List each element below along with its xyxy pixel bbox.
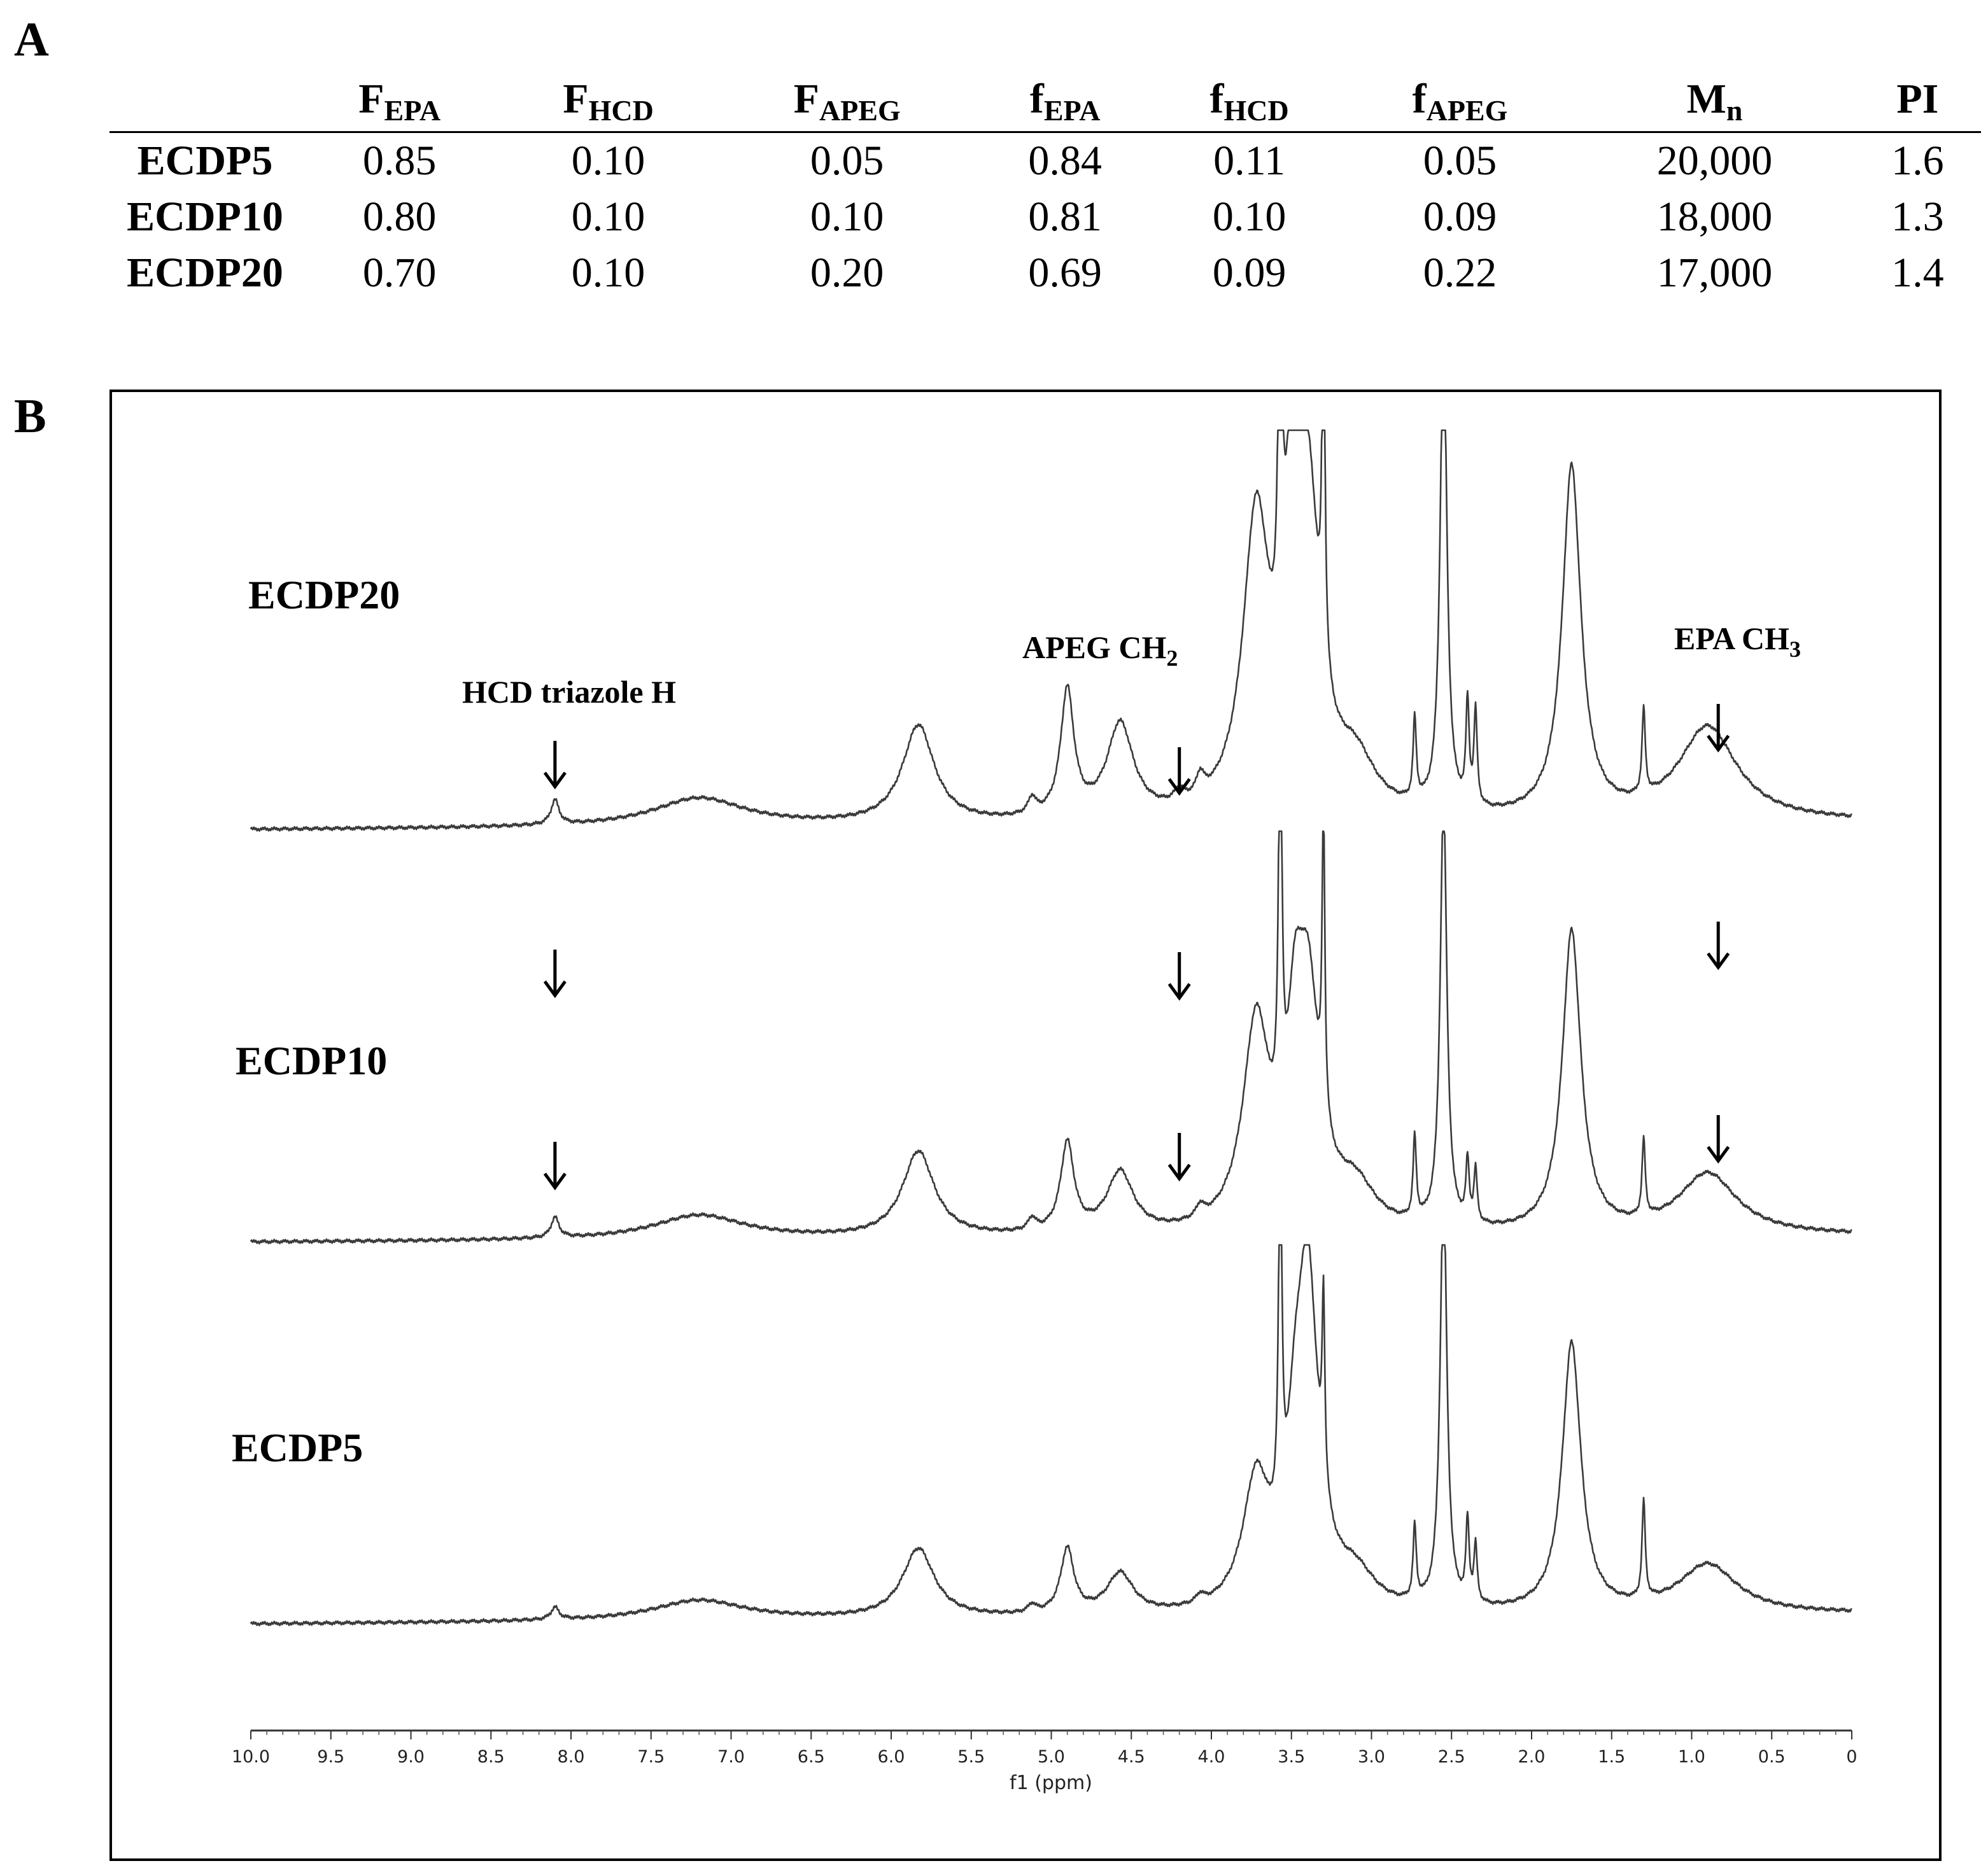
header-Mn [1575, 70, 1854, 132]
header-f-EPA [976, 70, 1154, 132]
x-tick-label: 0 [1846, 1747, 1858, 1767]
annotation-epa-sub: 3 [1789, 636, 1801, 662]
series-label-ecdp10: ECDP10 [236, 1038, 388, 1083]
x-tick-label: 0.5 [1758, 1747, 1786, 1767]
table-cell: 0.05 [810, 137, 884, 184]
header-sub: APEG [1426, 94, 1508, 127]
row-label: ECDP5 [137, 137, 273, 184]
header-F-APEG [718, 70, 976, 132]
x-tick-label: 9.0 [397, 1747, 425, 1767]
x-tick-label: 7.5 [637, 1747, 665, 1767]
table-cell: 1.6 [1891, 137, 1944, 184]
x-tick-label: 10.0 [231, 1747, 271, 1767]
table-header-row [109, 70, 1981, 132]
spectra-group [251, 430, 1852, 1626]
table-cell: 0.20 [810, 249, 884, 296]
header-main: F [563, 76, 589, 122]
header-F-HCD [498, 70, 717, 132]
table-cell: 17,000 [1656, 249, 1773, 296]
arrow-hcd-triazole-ecdp5 [545, 1142, 565, 1188]
header-sub: APEG [819, 94, 901, 127]
annotation-epa-main: EPA CH [1674, 621, 1790, 656]
x-tick-label: 8.0 [557, 1747, 585, 1767]
arrow-apeg-ch2-ecdp5 [1169, 1133, 1190, 1179]
x-tick-label: 6.0 [877, 1747, 905, 1767]
x-tick-label: 6.5 [797, 1747, 825, 1767]
table-header-blank [109, 70, 300, 132]
table-cell: 0.22 [1423, 249, 1497, 296]
arrow-apeg-ch2-ecdp10 [1169, 952, 1190, 998]
x-tick-label: 5.0 [1038, 1747, 1065, 1767]
table-cell: 0.10 [810, 193, 884, 240]
x-axis-title: f1 (ppm) [1010, 1772, 1092, 1794]
table-cell: 20,000 [1656, 137, 1773, 184]
table-cell: 0.09 [1212, 249, 1287, 296]
header-main: PI [1896, 76, 1939, 122]
header-sub: HCD [588, 94, 654, 127]
header-sub: n [1726, 94, 1743, 127]
x-tick-label: 3.0 [1358, 1747, 1385, 1767]
table-cell: 0.11 [1213, 137, 1286, 184]
header-f-APEG [1345, 70, 1576, 132]
table-cell: 18,000 [1656, 193, 1773, 240]
arrows-group [545, 704, 1728, 1188]
table-row [109, 245, 1981, 301]
x-tick-label: 9.5 [317, 1747, 345, 1767]
annotation-apeg-ch2 [1022, 629, 1178, 671]
table-row [109, 132, 1981, 190]
annotation-epa-ch3 [1674, 621, 1801, 662]
arrow-hcd-triazole-ecdp10 [545, 950, 565, 995]
header-PI [1854, 70, 1981, 132]
panel-b-letter: B [14, 390, 46, 443]
x-tick-label: 5.5 [957, 1747, 985, 1767]
table-cell: 0.84 [1028, 137, 1102, 184]
spectrum-line-ecdp10 [251, 831, 1852, 1244]
series-label-ecdp20: ECDP20 [248, 572, 400, 617]
nmr-spectra-frame [109, 390, 1942, 1861]
annotation-apeg-sub: 2 [1166, 645, 1178, 671]
table-cell: 0.10 [1212, 193, 1287, 240]
x-tick-label: 3.5 [1278, 1747, 1306, 1767]
header-F-EPA [300, 70, 498, 132]
x-tick-label: 4.0 [1197, 1747, 1225, 1767]
arrow-hcd-triazole-ecdp20 [545, 741, 565, 787]
panel-a-letter: A [14, 13, 49, 66]
spectrum-line-ecdp5 [251, 1245, 1852, 1626]
table-cell: 0.70 [362, 249, 437, 296]
row-label: ECDP20 [127, 249, 283, 296]
header-main: F [793, 76, 819, 122]
header-f-HCD [1154, 70, 1345, 132]
x-tick-label: 7.0 [717, 1747, 745, 1767]
table-cell: 1.3 [1891, 193, 1944, 240]
table-cell: 0.05 [1423, 137, 1497, 184]
table-cell: 0.81 [1028, 193, 1102, 240]
arrow-epa-ch3-ecdp10 [1708, 922, 1728, 967]
composition-table [109, 70, 1981, 301]
table-cell: 0.10 [571, 137, 645, 184]
header-sub: EPA [1043, 94, 1101, 127]
header-main: M [1686, 76, 1726, 122]
annotation-apeg-main: APEG CH [1022, 629, 1167, 665]
table-cell: 0.10 [571, 193, 645, 240]
x-tick-label: 2.0 [1518, 1747, 1546, 1767]
x-tick-label: 1.5 [1598, 1747, 1626, 1767]
table-row [109, 189, 1981, 245]
header-main: f [1209, 76, 1224, 122]
row-label: ECDP10 [127, 193, 283, 240]
table-cell: 1.4 [1891, 249, 1944, 296]
header-sub: EPA [384, 94, 441, 127]
x-tick-label: 2.5 [1437, 1747, 1465, 1767]
table-cell: 0.85 [362, 137, 437, 184]
header-main: f [1412, 76, 1427, 122]
x-tick-label: 1.0 [1678, 1747, 1705, 1767]
x-tick-label: 8.5 [477, 1747, 505, 1767]
x-axis [232, 1731, 1858, 1794]
x-tick-label: 4.5 [1117, 1747, 1145, 1767]
nmr-spectra-chart [112, 392, 1939, 1858]
header-sub: HCD [1223, 94, 1289, 127]
annotation-hcd-triazole: HCD triazole H [462, 674, 677, 710]
header-main: f [1029, 76, 1044, 122]
table-cell: 0.09 [1423, 193, 1497, 240]
table-cell: 0.69 [1028, 249, 1102, 296]
table-cell: 0.80 [362, 193, 437, 240]
labels-group [232, 572, 1801, 1470]
header-main: F [358, 76, 384, 122]
table-cell: 0.10 [571, 249, 645, 296]
composition-table-container [109, 70, 1981, 301]
series-label-ecdp5: ECDP5 [232, 1425, 363, 1470]
arrow-apeg-ch2-ecdp20 [1169, 747, 1190, 793]
arrow-epa-ch3-ecdp5 [1708, 1115, 1728, 1161]
